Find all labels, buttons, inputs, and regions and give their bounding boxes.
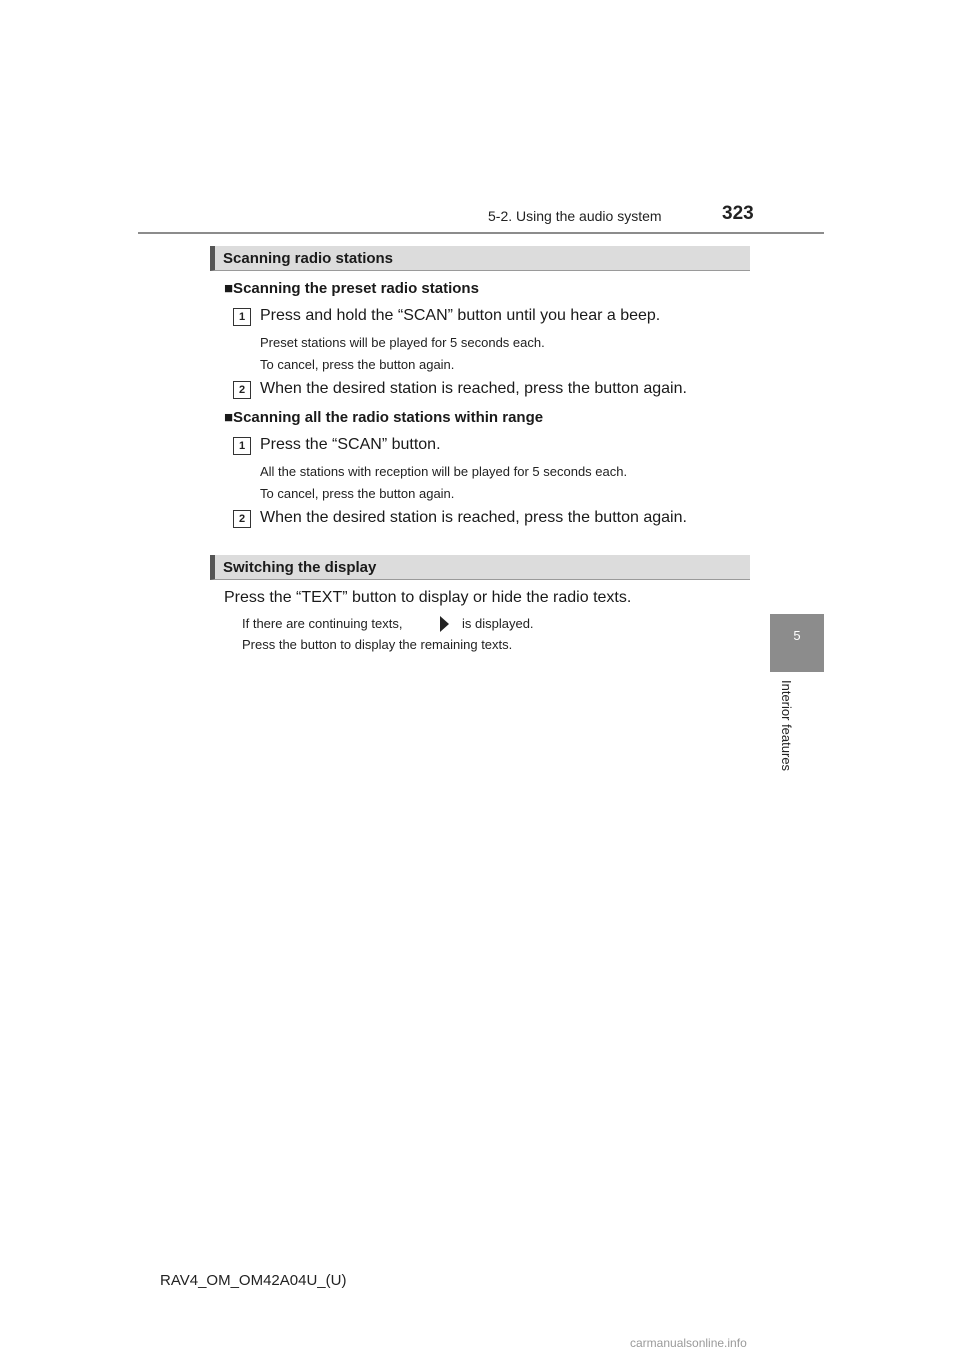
step-text: When the desired station is reached, press the button again. (260, 509, 687, 526)
step-number-badge: 2 (233, 381, 251, 399)
subheading-preset: ■Scanning the preset radio stations (224, 280, 479, 297)
subheading-all-stations: ■Scanning all the radio stations within range (224, 409, 544, 426)
header-section-title: 5-2. Using the audio system (488, 208, 662, 224)
note-text: All the stations with reception will be played for 5 seconds each. (260, 464, 628, 479)
chapter-tab (770, 614, 824, 672)
note-text: If there are continuing texts, (242, 616, 403, 631)
note-text: Preset stations will be played for 5 seconds each. (260, 335, 545, 350)
watermark: carmanualsonline.info (630, 1336, 747, 1350)
step-number-badge: 1 (233, 308, 251, 326)
note-text: To cancel, press the button again. (260, 357, 455, 372)
chapter-tab-label: Interior features (779, 680, 794, 772)
section-title-display: Switching the display (223, 559, 377, 576)
document-code: RAV4_OM_OM42A04U_(U) (160, 1272, 347, 1289)
chapter-tab-number: 5 (793, 628, 801, 643)
header-rule (138, 232, 824, 234)
step-text: Press and hold the “SCAN” button until you hear a beep. (260, 307, 661, 324)
note-text: To cancel, press the button again. (260, 486, 455, 501)
step-text: When the desired station is reached, press the button again. (260, 380, 687, 397)
note-text: Press the button to display the remaining texts. (242, 637, 513, 652)
step-number-badge: 1 (233, 437, 251, 455)
body-text: Press the “TEXT” button to display or hide the radio texts. (224, 589, 632, 606)
section-title-scanning: Scanning radio stations (223, 250, 394, 267)
page-number: 323 (722, 203, 754, 224)
note-text: is displayed. (462, 616, 534, 631)
step-text: Press the “SCAN” button. (260, 436, 441, 453)
continue-arrow-icon (440, 616, 449, 632)
step-number-badge: 2 (233, 510, 251, 528)
